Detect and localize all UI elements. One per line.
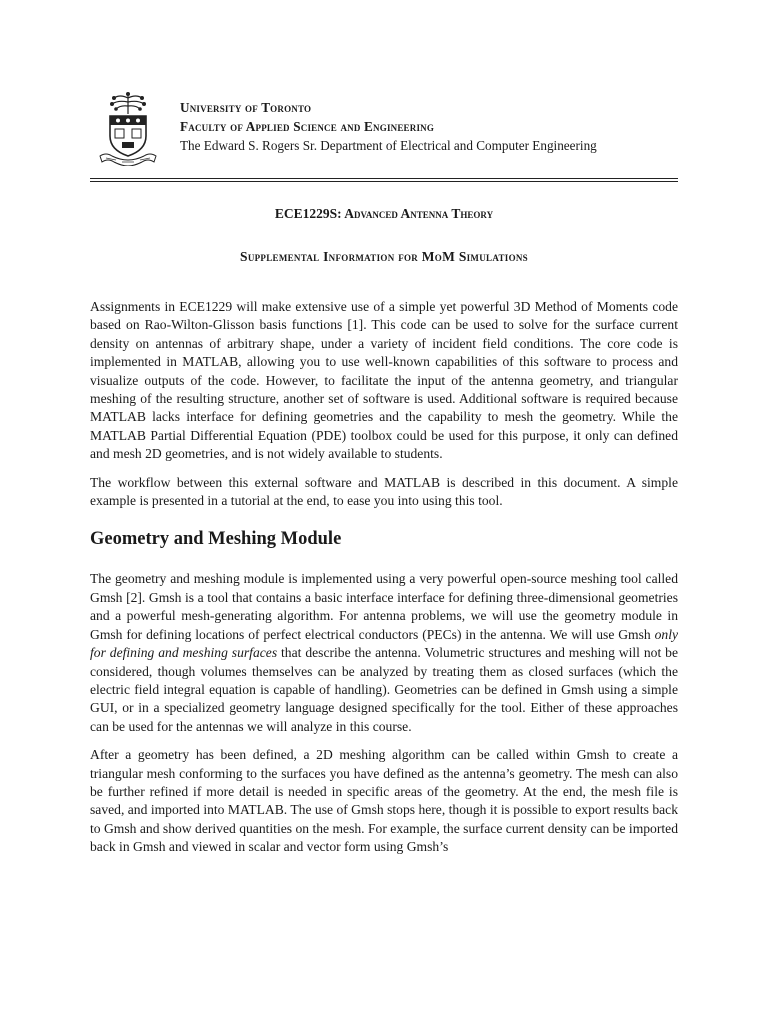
institution-block (180, 98, 597, 155)
section-paragraph-1 (90, 570, 678, 736)
section-heading: Geometry and Meshing Module (90, 529, 342, 550)
university-crest-icon (96, 90, 160, 166)
course-title: ECE1229S: Advanced Antenna Theory (274, 206, 494, 221)
faculty-name: Faculty of Applied Science and Engineering (180, 119, 435, 134)
emphasis-text: only for defining and meshing surfaces (90, 626, 678, 661)
section-paragraph-2: After a geometry has been defined, a 2D meshing algorithm can be called within Gmsh to create a triangular mesh conforming to the surfaces you have defined as the antenna’s geometry. The mesh can also be further refined if more detail is needed in specific areas of the geometry. At the end, the mesh file is saved, and imported into MATLAB. The use of Gmsh stops here, though it is possible to export results back to Gmsh and show derived quantities on the mesh. For example, the surface current density can be imported back in Gmsh and viewed in scalar and vector form using Gmsh’s (90, 747, 678, 855)
section-paragraph-1-start: The geometry and meshing module is implemented using a very powerful open-source meshing tool called Gmsh [2]. Gmsh is a tool that contains a basic interface interface for defining three-dimensional geometries and a powerful mesh-generating algorithm. For antenna problems, we will use the geometry module in Gmsh for defining locations of perfect electrical conductors (PECs) in the antenna. We will use Gmsh (90, 571, 678, 642)
section-paragraph-1-end: that describe the antenna. Volumetric structures and meshing will not be considered, though volumes themselves can be analyzed by treating them as closed surfaces (which the electric field integral equation is capable of handling). Geometries can be defined in Gmsh using a simple GUI, or in a specialized geometry language designed specifically for the tool. Either of these approaches can be used for the antennas we will analyze in this course. (90, 645, 678, 734)
document-subtitle: Supplemental Information for MoM Simulations (240, 249, 528, 264)
intro-paragraph-2: The workflow between this external software and MATLAB is described in this document. A simple example is presented in a tutorial at the end, to ease you into using this tool. (90, 474, 678, 509)
document-body (90, 298, 678, 867)
header-rule-bottom (90, 181, 678, 182)
department-name: The Edward S. Rogers Sr. Department of Electrical and Computer Engineering (180, 138, 597, 153)
intro-paragraph-1: Assignments in ECE1229 will make extensive use of a simple yet powerful 3D Method of Moments code based on Rao-Wilton-Glisson basis functions [1]. This code can be used to solve for the surface current density on antennas of arbitrary shape, under a variety of incident field conditions. The core code is implemented in MATLAB, allowing you to use well-known capabilities of this software to process and visualize outputs of the code. However, to facilitate the input of the antenna geometry, and triangular meshing of the resulting structure, another set of software is used. Additional software is required because MATLAB lacks interface for defining geometries and the capability to mesh the geometry. While the MATLAB Partial Differential Equation (PDE) toolbox could be used for this purpose, it only can defined and mesh 2D geometries, and is not widely available to students. (90, 299, 678, 462)
letterhead (96, 88, 696, 168)
university-name: University of Toronto (180, 100, 312, 115)
header-rule-top (90, 178, 678, 179)
